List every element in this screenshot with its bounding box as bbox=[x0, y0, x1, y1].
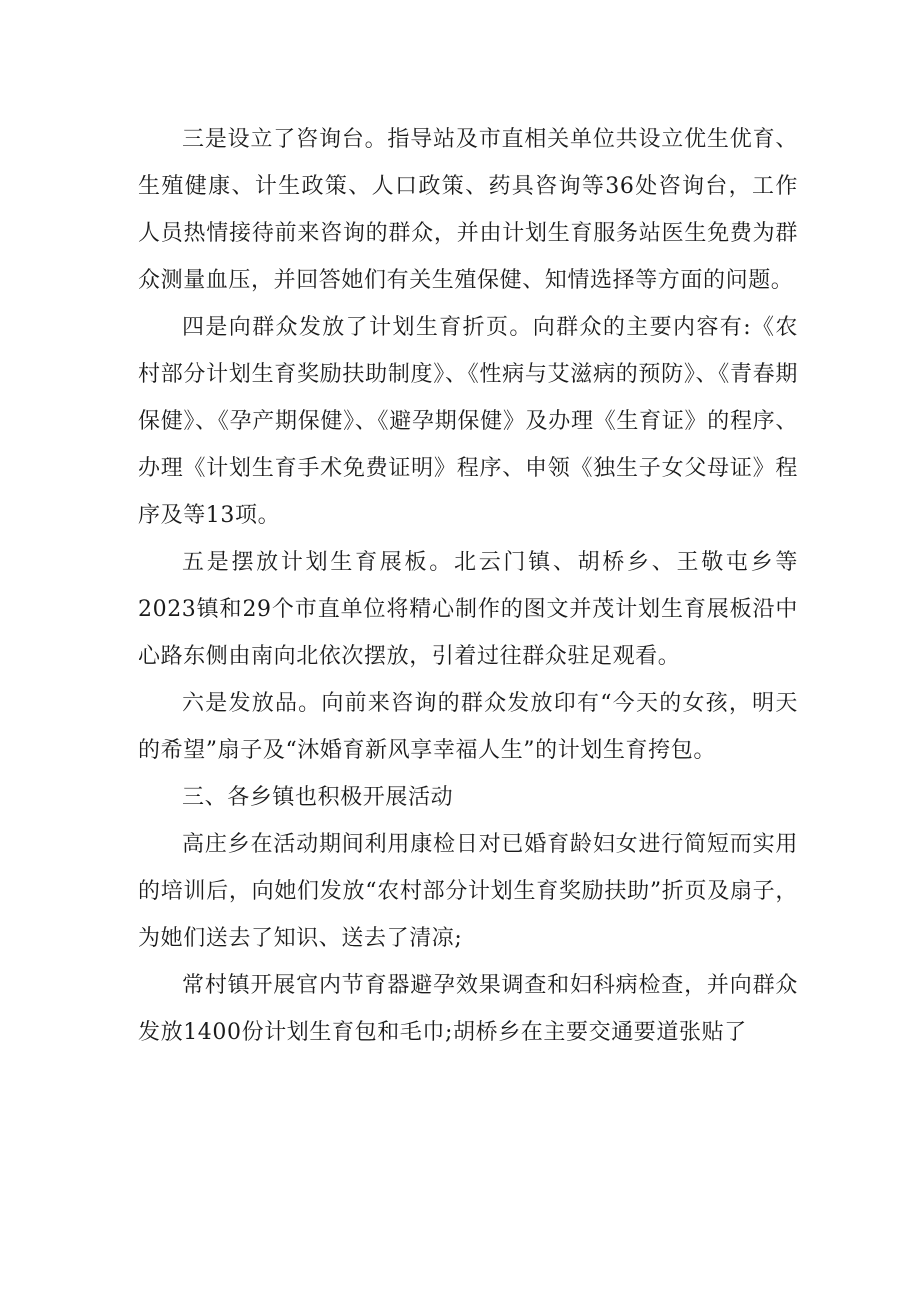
paragraph-consultation-desks: 三是设立了咨询台。指导站及市直相关单位共设立优生优育、生殖健康、计生政策、人口政策、药具咨询等36处咨询台，工作人员热情接待前来咨询的群众，并由计划生育服务站医生免费为群众测量血压，并回答她们有关生殖保健、知情选择等方面的问题。 bbox=[138, 127, 798, 293]
paragraph-leaflets: 四是向群众发放了计划生育折页。向群众的主要内容有:《农村部分计划生育奖励扶助制度》、《性病与艾滋病的预防》、《青春期保健》、《孕产期保健》、《避孕期保健》及办理《生育证》的程序、办理《计划生育手术免费证明》程序、申领《独生子女父母证》程序及等13项。 bbox=[138, 315, 798, 528]
paragraph-gaozhuang: 高庄乡在活动期间利用康检日对已婚育龄妇女进行简短而实用的培训后，向她们发放“农村部分计划生育奖励扶助”折页及扇子，为她们送去了知识、送去了清凉; bbox=[138, 832, 798, 951]
paragraph-giveaways: 六是发放品。向前来咨询的群众发放印有“今天的女孩，明天的希望”扇子及“沐婚育新风享幸福人生”的计划生育挎包。 bbox=[138, 691, 798, 763]
paragraph-display-boards: 五是摆放计划生育展板。北云门镇、胡桥乡、王敬屯乡等2023镇和29个市直单位将精心制作的图文并茂计划生育展板沿中心路东侧由南向北依次摆放，引着过往群众驻足观看。 bbox=[138, 550, 798, 669]
document-body bbox=[138, 116, 798, 1056]
section-heading-township-activities: 三、各乡镇也积极开展活动 bbox=[182, 785, 454, 810]
paragraph-changcun: 常村镇开展官内节育器避孕效果调查和妇科病检查，并向群众发放1400份计划生育包和毛巾;胡桥乡在主要交通要道张贴了 bbox=[138, 973, 798, 1045]
